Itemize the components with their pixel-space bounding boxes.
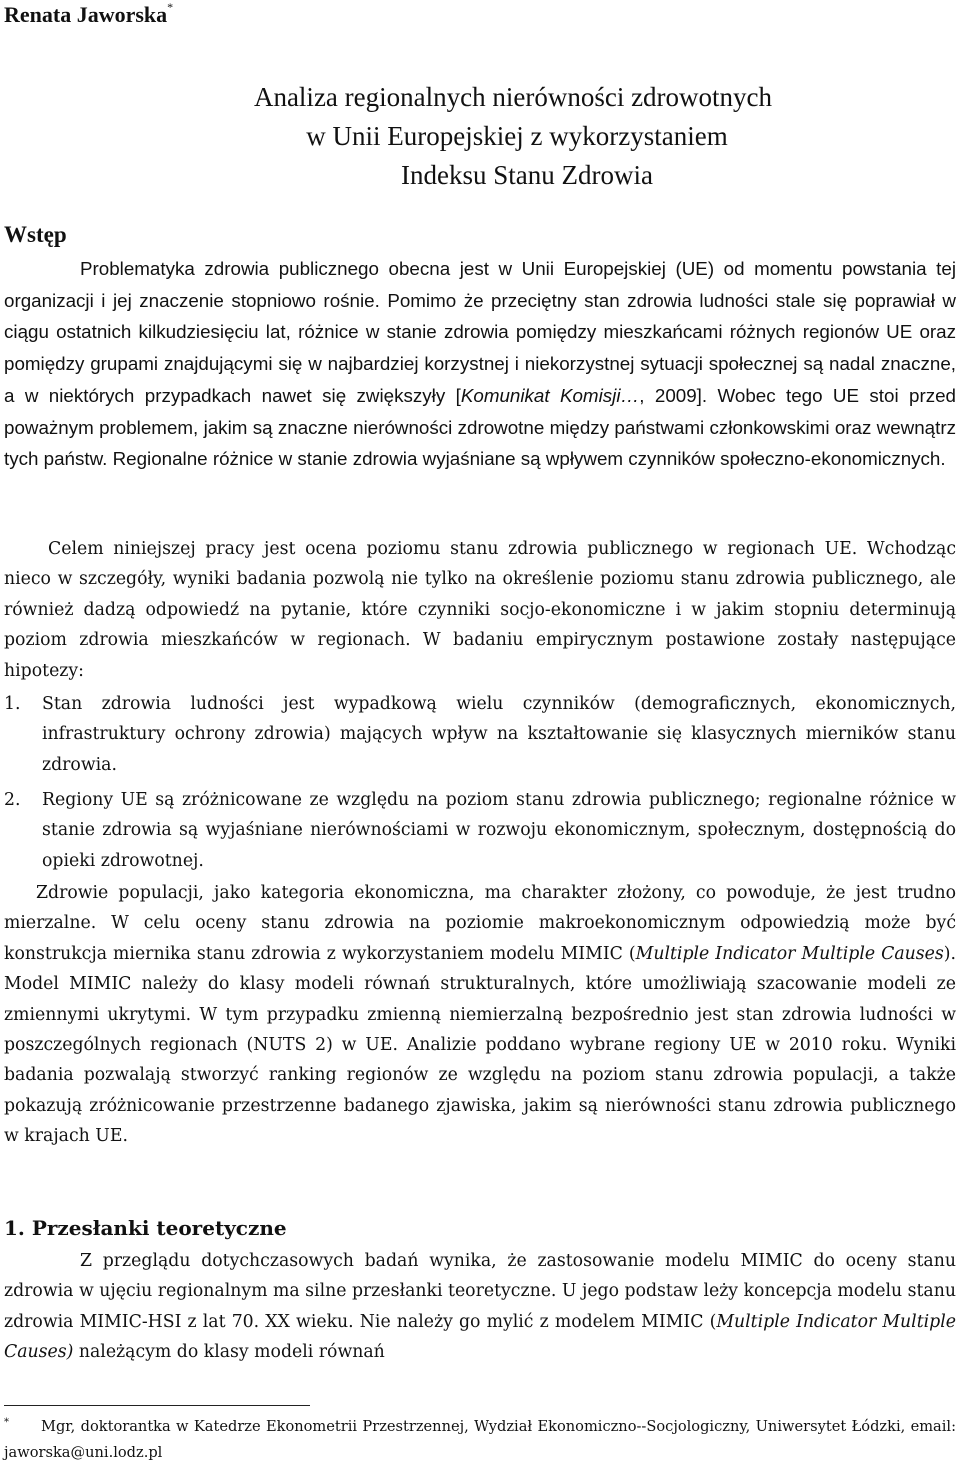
intro-paragraph-3 [4, 878, 956, 1152]
intro-paragraph-2: Celem niniejszej pracy jest ocena poziomu stanu zdrowia publicznego w regionach UE. Wchodząc nieco w szczegóły, wyniki badania pozwolą nie tylko na określenie poziomu stanu zdrowia publicznego, ale również dadzą odpowiedź na pytanie, które czynniki socjo-ekonomiczne i w jakim stopniu determinują poziom zdrowia mieszkańców w regionach. W badaniu empirycznym postawione zostały następujące hipotezy: [4, 539, 956, 681]
section1-p1-text: Z przeglądu dotychczasowych badań wynika, że zastosowanie modelu MIMIC do oceny stanu zdrowia w ujęciu regionalnym ma silne przesłanki teoretyczne. U jego podstaw leży koncepcja modelu stanu zdrowia MIMIC-HSI z lat 70. XX wieku. Nie należy go mylić z modelem MIMIC ( [4, 1251, 956, 1332]
intro-p3-text: Zdrowie populacji, jako kategoria ekonomiczna, ma charakter złożony, co powoduje, że jest trudno mierzalne. W celu oceny stanu zdrowia na poziomie makroekonomicznym odpowiedzią może być konstrukcja miernika stanu zdrowia z wykorzystaniem modelu MIMIC ( [4, 883, 956, 964]
intro-heading: Wstęp [4, 222, 67, 247]
author-footnote [4, 1414, 956, 1466]
section1-p1-italic: Multiple Indicator Multiple Causes) [4, 1311, 957, 1363]
title-line-2: w Unii Europejskiej z wykorzystaniem [306, 121, 728, 151]
intro-paragraph-1 [4, 253, 956, 475]
hypothesis-2-text: Regiony UE są zróżnicowane ze względu na poziom stanu zdrowia publicznego; regionalne różnice w stanie zdrowia są wyjaśniane nierównościami w rozwoju ekonomicznym, społecznym, dostępnością do opieki zdrowotnej. [42, 790, 956, 871]
title-line-3: Indeksu Stanu Zdrowia [401, 160, 653, 190]
section-1-paragraph-1 [4, 1246, 956, 1368]
hypothesis-2-number: 2. [4, 790, 21, 810]
section-1-heading: 1. Przesłanki teoretyczne [4, 1216, 287, 1240]
author-name-text: Renata Jaworska [4, 2, 168, 27]
author-footnote-mark: * [167, 0, 174, 14]
intro-p3-italic: Multiple Indicator Multiple Causes [635, 943, 944, 964]
intro-p1-text: Problematyka zdrowia publicznego obecna jest w Unii Europejskiej (UE) od momentu powstania tej organizacji i jej znaczenie stopniowo rośnie. Pomimo że przeciętny stan zdrowia ludności stale się poprawiał w ciągu ostatnich kilkudziesięciu lat, różnice w stanie zdrowia pomiędzy mieszkańcami różnych regionów UE oraz pomiędzy grupami znajdującymi się w najbardziej korzystnej i niekorzystnej sytuacji społecznej są nadal znaczne, a w niektórych przypadkach nawet się zwiększyły [ [4, 258, 956, 406]
section1-p1-text-cont: należącym do klasy modeli równań [73, 1342, 385, 1363]
paper-title [0, 78, 960, 195]
intro-p1-citation: Komunikat Komisji… [460, 384, 640, 406]
title-line-1: Analiza regionalnych nierówności zdrowotnych [253, 82, 773, 112]
hypothesis-1 [4, 689, 956, 780]
hypothesis-2 [4, 785, 956, 876]
author-name [4, 2, 173, 28]
footnote-mark: * [4, 1417, 9, 1428]
intro-p3-text-cont: ). Model MIMIC należy do klasy modeli równań strukturalnych, które umożliwiają szacowanie modeli ze zmiennymi ukrytymi. W tym przypadku zmienną niemierzalną bezpośrednio jest stan zdrowia ludności w poszczególnych regionach (NUTS 2) w UE. Analizie poddano wybrane regiony UE w 2010 roku. Wyniki badania pozwalają stworzyć ranking regionów ze względu na poziom stanu zdrowia populacji, a także pokazują zróżnicowanie przestrzenne badanego zjawiska, jakim są nierówności stanu zdrowia publicznego w krajach UE. [4, 943, 956, 1147]
footnote-text: Mgr, doktorantka w Katedrze Ekonometrii Przestrzennej, Wydział Ekonomiczno--Socjologiczny, Uniwersytet Łódzki, email: jaworska@uni.lodz.pl [4, 1418, 956, 1461]
hypothesis-1-text: Stan zdrowia ludności jest wypadkową wielu czynników (demograficznych, ekonomicznych, infrastruktury ochrony zdrowia) mających wpływ na kształtowanie się klasycznych mierników stanu zdrowia. [42, 694, 956, 775]
hypothesis-1-number: 1. [4, 694, 21, 714]
intro-p1-text-cont: , 2009]. Wobec tego UE stoi przed poważnym problemem, jakim są znaczne nierówności zdrowotne między państwami członkowskimi oraz wewnątrz tych państw. Regionalne różnice w stanie zdrowia wyjaśniane są wpływem czynników społeczno-ekonomicznych. [4, 384, 956, 470]
footnote-divider [4, 1405, 310, 1406]
